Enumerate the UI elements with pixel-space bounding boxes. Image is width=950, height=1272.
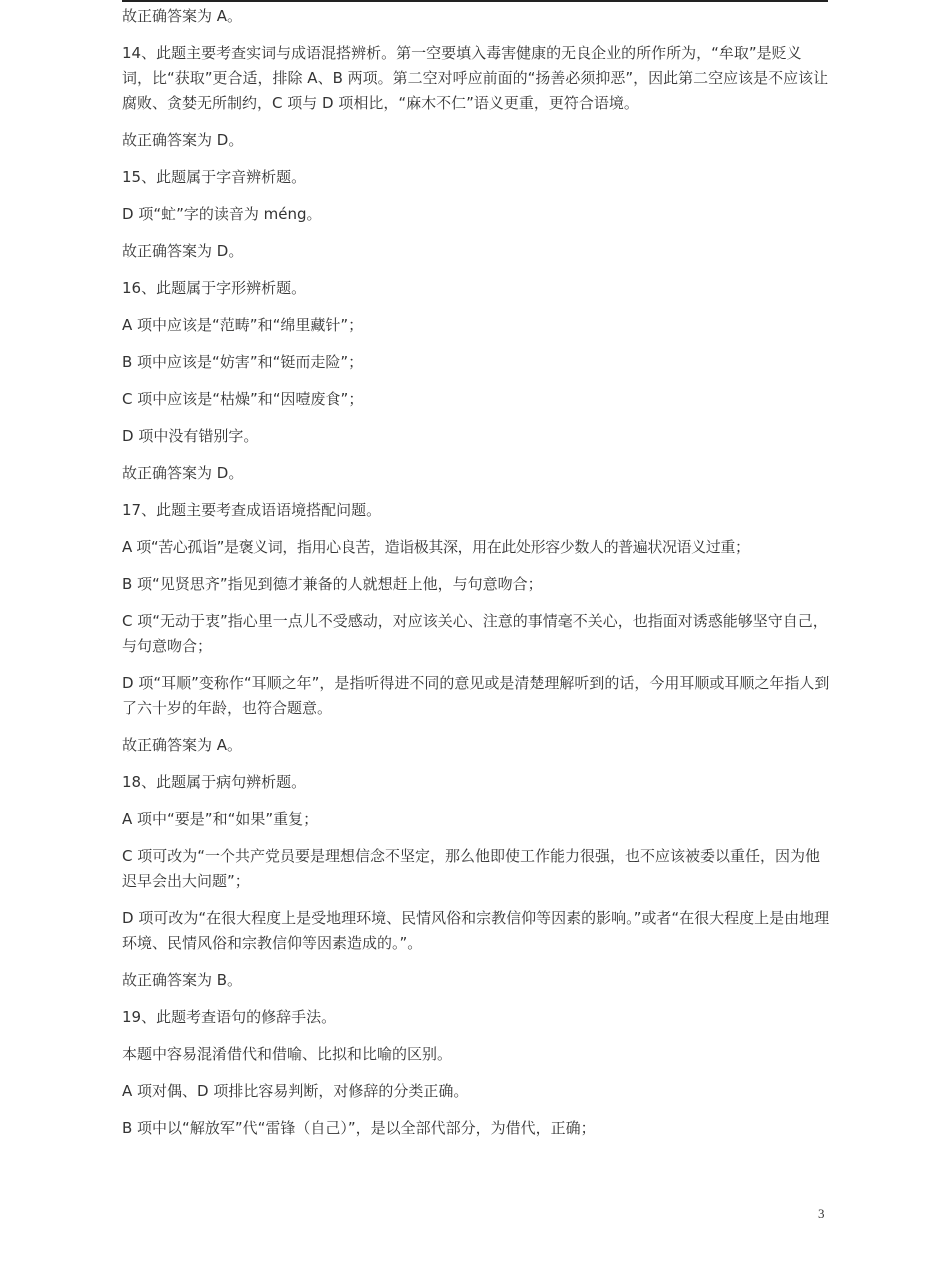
option-explanation: C 项可改为“一个共产党员要是理想信念不坚定，那么他即使工作能力很强，也不应该被委以重任，因为他迟早会出大问题”； <box>122 847 821 890</box>
question-heading-19: 19、此题考查语句的修辞手法。 <box>122 1008 337 1026</box>
option-explanation: A 项中应该是“范畴”和“绵里藏针”； <box>122 316 364 334</box>
explanation-note: 本题中容易混淆借代和借喻、比拟和比喻的区别。 <box>122 1045 453 1063</box>
option-explanation: A 项对偶、D 项排比容易判断，对修辞的分类正确。 <box>122 1082 469 1100</box>
option-explanation: D 项“耳顺”变称作“耳顺之年”，是指听得进不同的意见或是清楚理解听到的话，今用耳顺或耳顺之年指人到了六十岁的年龄，也符合题意。 <box>122 674 830 717</box>
option-explanation: C 项“无动于衷”指心里一点儿不受感动，对应该关心、注意的事情毫不关心，也指面对诱惑能够坚守自己，与句意吻合； <box>122 612 828 655</box>
header-rule <box>122 0 828 2</box>
option-explanation: D 项“虻”字的读音为 méng。 <box>122 205 322 223</box>
option-explanation: D 项可改为“在很大程度上是受地理环境、民情风俗和宗教信仰等因素的影响。”或者“在很大程度上是由地理环境、民情风俗和宗教信仰等因素造成的。”。 <box>122 909 830 952</box>
option-explanation: B 项中应该是“妨害”和“铤而走险”； <box>122 353 364 371</box>
answer-line: 故正确答案为 D。 <box>122 464 244 482</box>
answer-line: 故正确答案为 D。 <box>122 131 244 149</box>
page-number: 3 <box>818 1206 825 1221</box>
question-heading-17: 17、此题主要考查成语语境搭配问题。 <box>122 501 382 519</box>
answer-line: 故正确答案为 A。 <box>122 7 243 25</box>
option-explanation: B 项中以“解放军”代“雷锋（自己）”，是以全部代部分，为借代，正确； <box>122 1119 596 1137</box>
option-explanation: B 项“见贤思齐”指见到德才兼备的人就想赶上他，与句意吻合； <box>122 575 543 593</box>
question-heading-15: 15、此题属于字音辨析题。 <box>122 168 307 186</box>
answer-line: 故正确答案为 A。 <box>122 736 243 754</box>
answer-line: 故正确答案为 D。 <box>122 242 244 260</box>
option-explanation: D 项中没有错别字。 <box>122 427 259 445</box>
question-heading-16: 16、此题属于字形辨析题。 <box>122 279 307 297</box>
question-heading-18: 18、此题属于病句辨析题。 <box>122 773 307 791</box>
option-explanation: C 项中应该是“枯燥”和“因噎废食”； <box>122 390 364 408</box>
explanation-14: 14、此题主要考查实词与成语混搭辨析。第一空要填入毒害健康的无良企业的所作所为，“牟取”是贬义词，比“获取”更合适，排除 A、B 两项。第二空对呼应前面的“扬善必须抑恶”，因此第二空应该是不应该让腐败、贪婪无所制约，C 项与 D 项相比，“麻木不仁”语义更重，更符合语境。 <box>122 44 829 112</box>
option-explanation: A 项“苦心孤诣”是褒义词，指用心良苦，造诣极其深，用在此处形容少数人的普遍状况语义过重； <box>122 538 750 556</box>
option-explanation: A 项中“要是”和“如果”重复； <box>122 810 319 828</box>
answer-line: 故正确答案为 B。 <box>122 971 243 989</box>
